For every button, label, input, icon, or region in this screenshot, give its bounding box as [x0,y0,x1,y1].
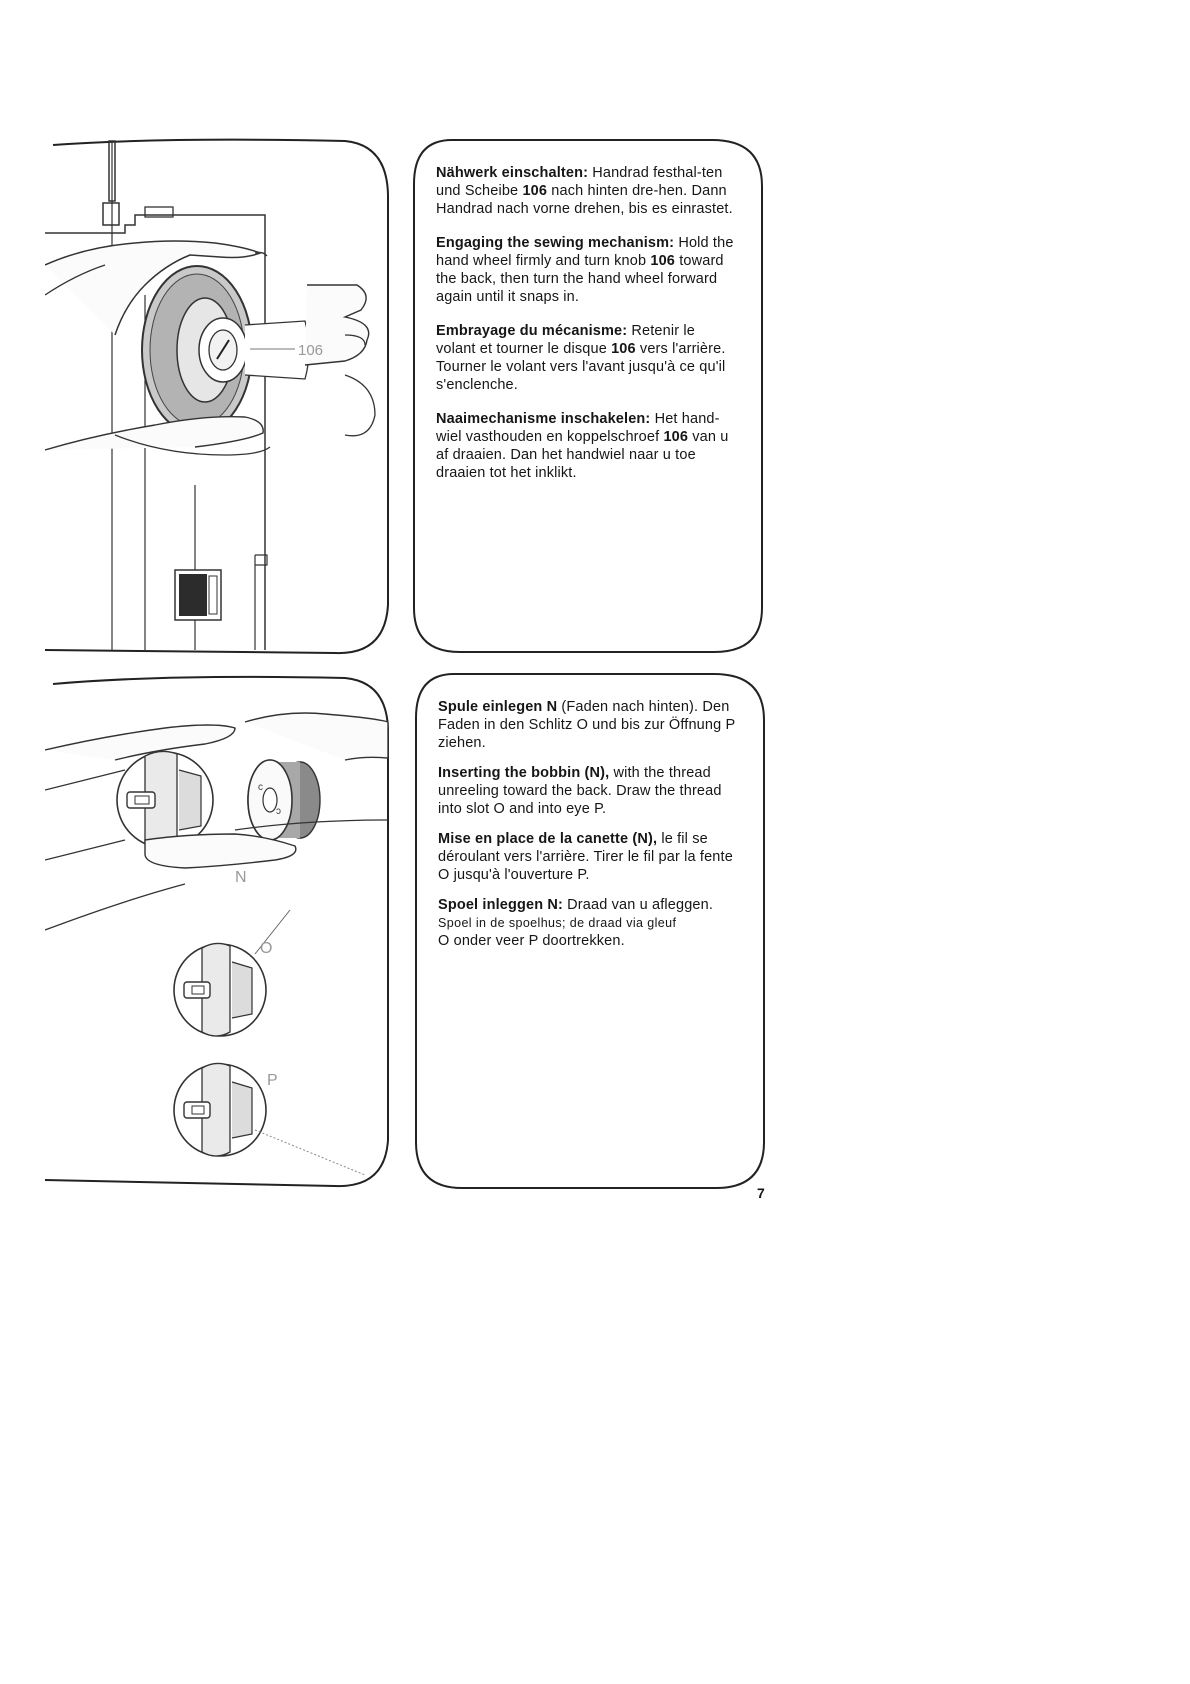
label-p: P [267,1072,278,1089]
paragraph-english-2: Inserting the bobbin (N), with the thread unreeling toward the back. Draw the thread into slot O and into eye P. [438,765,722,817]
bobbin-case-illustration [45,670,395,1190]
paragraph-french-1: Embrayage du mécanisme: Retenir le volant et tourner le disque 106 vers l'arrière. Tourner le volant vers l'avant jusqu'à ce qu'il s'enclenche. [436,323,726,393]
part-number: 106 [611,341,636,357]
heading-english-1: Engaging the sewing mechanism: [436,235,675,251]
heading-german-2: Spule einlegen N [438,699,558,715]
label-n: N [235,869,247,886]
paragraph-dutch-2: Spoel inleggen N: Draad van u afleggen. Spoel in de spoelhus; de draad via gleuf O onder veer P doortrekken. [438,897,714,949]
heading-french-2: Mise en place de la canette (N), [438,831,658,847]
heading-dutch-2: Spoel inleggen N: [438,897,563,913]
part-number: 106 [650,253,676,269]
instruction-box-1 [412,138,764,654]
paragraph-german-1: Nähwerk einschalten: Handrad festhal-ten und Scheibe 106 nach hinten dre-hen. Dann Handrad nach vorne drehen, bis es einrastet. [436,165,733,217]
paragraph-english-1: Engaging the sewing mechanism: Hold the hand wheel firmly and turn knob 106 toward the back, then turn the hand wheel forward again until it snaps in. [436,235,734,305]
part-number: 106 [522,183,548,199]
heading-german-1: Nähwerk einschalten: [436,165,589,181]
instruction-box-2 [414,672,766,1190]
bobbin-case-illustration-panel [45,670,395,1190]
part-number: 106 [663,429,689,445]
page-number: 7 [757,1185,765,1201]
paragraph-french-2: Mise en place de la canette (N), le fil se déroulant vers l'arrière. Tirer le fil par la fente O jusqu'à l'ouverture P. [438,831,733,883]
paragraph-german-2: Spule einlegen N (Faden nach hinten). Den Faden in den Schlitz O und bis zur Öffnung P ziehen. [438,699,736,751]
heading-dutch-1: Naaimechanisme inschakelen: [436,411,651,427]
heading-english-2: Inserting the bobbin (N), [438,765,610,781]
heading-french-1: Embrayage du mécanisme: [436,323,628,339]
svg-text:ɔ: ɔ [276,806,281,817]
instruction-text-2 [438,698,744,962]
label-106: 106 [298,342,324,359]
svg-text:c: c [258,782,263,793]
instruction-text-1 [436,164,736,498]
hand-wheel-illustration [45,135,395,655]
paragraph-dutch-1: Naaimechanisme inschakelen: Het hand-wiel vasthouden en koppelschroef 106 van u af draaien. Dan het handwiel naar u toe draaien tot het inklikt. [436,411,729,481]
label-o: O [260,940,273,957]
hand-wheel-illustration-panel [45,135,395,655]
